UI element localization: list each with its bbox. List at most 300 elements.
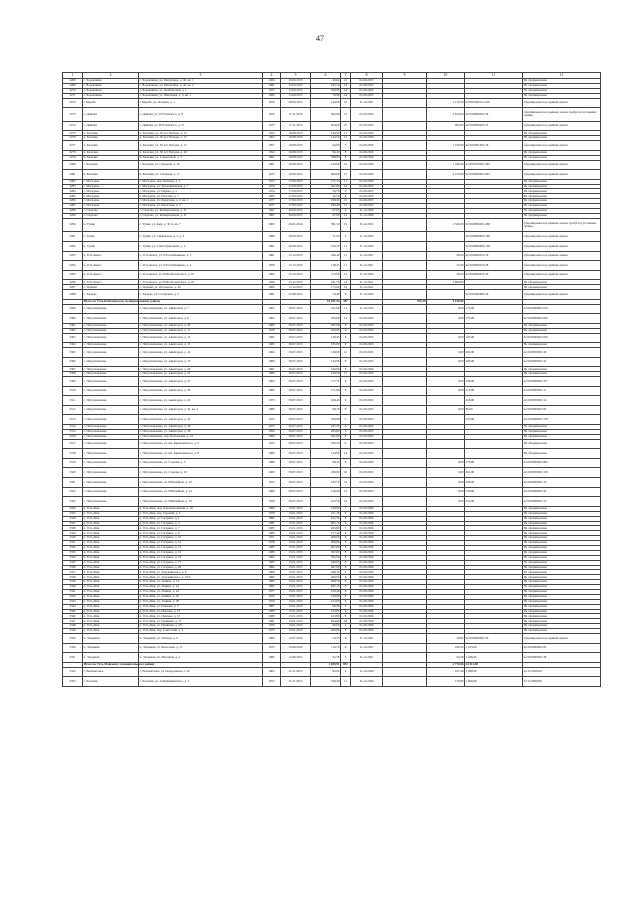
table-cell: 01.09.2025: [351, 93, 383, 98]
table-cell: п. Усть-Мая: [83, 506, 139, 511]
table-cell: Сформирован под единым домом: [523, 251, 601, 261]
table-cell: 01.09.2026: [351, 590, 383, 595]
table-cell: 1972: [263, 478, 281, 488]
table-cell: 42:29:0600013:18: [465, 251, 523, 261]
table-cell: Не сформировано: [523, 434, 601, 439]
table-cell: с. Петропавловка, ул. Авиаторов, д. 20: [139, 323, 263, 328]
table-cell: 1961: [263, 242, 281, 252]
table-cell: 201,60: [311, 434, 341, 439]
table-cell: 408,70: [311, 580, 341, 585]
table-cell: п. Усть-Мая, ул. Ленина, д. 22: [139, 585, 263, 590]
table-cell: 1977: [263, 204, 281, 209]
table-cell: 1979: [263, 599, 281, 604]
table-row: [63, 405, 601, 415]
table-cell: 3277: [63, 141, 83, 151]
table-cell: 3289: [63, 213, 83, 218]
table-cell: 410,40: [311, 590, 341, 595]
table-cell: 187,20: [311, 425, 341, 430]
table-cell: 198,39: [311, 199, 341, 204]
table-cell: 31.12.2020: [351, 213, 383, 218]
table-cell: 8: [341, 290, 351, 300]
table-cell: 15.01.2015: [281, 536, 311, 541]
table-cell: Не сформировано: [523, 150, 601, 155]
table-cell: п. Эльдикан, ул. Победы, д. 6: [139, 634, 263, 644]
table-cell: 410,00: [311, 594, 341, 599]
table-cell: 96,40: [311, 150, 341, 155]
table-cell: 2 013,00: [427, 108, 465, 122]
table-cell: 1984: [263, 357, 281, 367]
table-cell: 3269: [63, 83, 83, 88]
table-cell: п. Усть-Кокса: [83, 270, 139, 280]
table-cell: 17.11.2016: [281, 108, 311, 122]
table-cell: 237,00: [465, 415, 523, 425]
table-cell: 296,40: [311, 204, 341, 209]
table-cell: 395,49: [383, 299, 427, 304]
table-cell: 191,69: [311, 304, 341, 314]
table-cell: 01.09.2026: [351, 506, 383, 511]
table-cell: с. Верхнетанск: [83, 667, 139, 677]
table-cell: 9: [341, 328, 351, 333]
table-cell: Не сформировано: [523, 189, 601, 194]
table-cell: 407,10: [311, 585, 341, 590]
table-cell: 124,00: [311, 449, 341, 459]
table-cell: 3313: [63, 415, 83, 425]
table-cell: 30.09.2015: [281, 209, 311, 214]
table-cell: 42:29:0900001:843: [465, 170, 523, 180]
table-cell: п. Усть-Мая: [83, 619, 139, 624]
table-cell: с. Магадань: [83, 189, 139, 194]
table-cell: 1950: [263, 497, 281, 507]
table-cell: 8: [341, 377, 351, 387]
table-cell: 42:29:0000001:477: [523, 377, 601, 387]
table-cell: 3319: [63, 458, 83, 468]
table-cell: 25,00: [427, 261, 465, 271]
table-cell: Сформирован под единым домом: [523, 242, 601, 252]
table-cell: п. Эльдикан: [83, 643, 139, 653]
table-cell: 31.12.2020: [351, 270, 383, 280]
table-cell: п. Усть-Мая: [83, 614, 139, 619]
table-cell: п. Усть-Мая: [83, 599, 139, 604]
table-cell: 12: [341, 79, 351, 84]
table-cell: 3311: [63, 396, 83, 406]
table-cell: п. Усть-Мая: [83, 590, 139, 595]
table-cell: 11: [341, 179, 351, 184]
table-cell: 1969: [263, 634, 281, 644]
table-cell: 1975: [263, 629, 281, 634]
table-cell: 1971: [263, 536, 281, 541]
table-cell: 1957: [263, 141, 281, 151]
table-cell: 3316: [63, 434, 83, 439]
table-cell: 01.09.2026: [351, 599, 383, 604]
table-cell: 16: [341, 497, 351, 507]
table-cell: 1 480,00: [465, 667, 523, 677]
table-cell: 1963: [263, 468, 281, 478]
table-cell: Не сформировано: [523, 570, 601, 575]
table-cell: п. Калачик: [83, 155, 139, 160]
table-cell: с. Калачик: [83, 160, 139, 170]
table-cell: п. Усть-Мая, ул. Ленина, д. 26: [139, 594, 263, 599]
table-cell: Не сформировано: [523, 155, 601, 160]
table-cell: 3285: [63, 194, 83, 199]
table-cell: 11: [341, 261, 351, 271]
table-cell: 01.09.2026: [351, 560, 383, 565]
table-cell: 0,00: [427, 458, 465, 468]
table-cell: Не сформировано: [523, 194, 601, 199]
table-cell: [383, 497, 427, 507]
table-cell: 8: [341, 357, 351, 367]
table-cell: 183,14: [311, 83, 341, 88]
column-number-header: 1: [63, 73, 83, 79]
table-cell: 15.01.2015: [281, 614, 311, 619]
table-cell: 3287: [63, 204, 83, 209]
table-cell: 15.01.2015: [281, 624, 311, 629]
table-cell: п. Эльдикан: [83, 653, 139, 663]
table-cell: п. Калачик, ул. 30 лет Победы, д. 14: [139, 131, 263, 136]
table-cell: 31.12.2021: [351, 643, 383, 653]
table-cell: 01.09.2025: [351, 343, 383, 348]
table-cell: п. Усть-Мая, ул. Пушкина, д. 25: [139, 624, 263, 629]
table-cell: 3276: [63, 136, 83, 141]
table-row: [63, 348, 601, 358]
table-cell: 150,00: [465, 487, 523, 497]
table-cell: 86,00: [465, 405, 523, 415]
table-cell: 1963: [263, 377, 281, 387]
table-cell: 1984: [263, 79, 281, 84]
table-cell: 471,30: [311, 511, 341, 516]
table-cell: 7: [341, 526, 351, 531]
table-cell: Не сформировано: [523, 367, 601, 372]
table-cell: Не сформировано: [523, 285, 601, 290]
table-cell: 17.09.2015: [281, 204, 311, 209]
table-cell: 01.09.2025: [351, 194, 383, 199]
table-cell: п. Усть-Мая, ул. Гагарина, д. 17: [139, 560, 263, 565]
table-cell: 3344: [63, 604, 83, 609]
table-cell: п. Усть-Мая, ул. Гагарина, д. 12: [139, 541, 263, 546]
table-cell: п. Усть-Мая: [83, 580, 139, 585]
table-cell: 3336: [63, 565, 83, 570]
table-cell: 31.12.2023: [351, 290, 383, 300]
table-cell: 1952: [263, 150, 281, 155]
table-cell: 12: [341, 270, 351, 280]
table-cell: 01.09.2025: [351, 184, 383, 189]
table-cell: 3279: [63, 155, 83, 160]
table-cell: с. Петропавловка, ул. Авиаторов, д. 39: [139, 429, 263, 434]
table-cell: 15.01.2015: [281, 585, 311, 590]
table-cell: п. Усть-Мая, ул. Дзержинского, д. 6: [139, 570, 263, 575]
table-cell: п. Усть-Мая: [83, 516, 139, 521]
table-cell: 42:29:0000001:83: [523, 643, 601, 653]
table-cell: Не сформировано: [523, 131, 601, 136]
table-cell: 30.07.2013: [281, 429, 311, 434]
table-cell: 01.09.2025: [351, 314, 383, 324]
table-cell: 8: [341, 580, 351, 585]
table-cell: 963,00: [427, 121, 465, 131]
table-cell: 14: [341, 93, 351, 98]
table-cell: с. Петропавловка: [83, 425, 139, 430]
table-cell: 01.09.2025: [351, 386, 383, 396]
table-cell: с. Петропавловка, пер. Болтанская, д. 14: [139, 434, 263, 439]
table-cell: 3345: [63, 609, 83, 614]
table-cell: 1986: [263, 405, 281, 415]
table-cell: п. Усть-Мая: [83, 570, 139, 575]
table-cell: 1983: [263, 609, 281, 614]
table-cell: 30.07.2013: [281, 405, 311, 415]
table-cell: 4: [341, 232, 351, 242]
table-cell: Не сформировано: [523, 199, 601, 204]
table-cell: [383, 170, 427, 180]
table-cell: 188,80: [311, 155, 341, 160]
table-cell: 27: [341, 121, 351, 131]
table-cell: 1954: [263, 131, 281, 136]
table-cell: 341,00: [465, 497, 523, 507]
table-cell: 42:29:0000001:178: [523, 415, 601, 425]
table-cell: с. Петропавловка: [83, 348, 139, 358]
table-cell: 2 153,00: [427, 170, 465, 180]
table-cell: 1962: [263, 270, 281, 280]
table-cell: 30.07.2013: [281, 386, 311, 396]
table-cell: 410,60: [311, 160, 341, 170]
table-cell: 01.09.2026: [351, 367, 383, 372]
column-number-header: 8: [351, 73, 383, 79]
table-cell: с. Петропавловка, ул. Авиаторов, д. 14: [139, 348, 263, 358]
table-row: [63, 160, 601, 170]
table-cell: 440,00: [311, 560, 341, 565]
table-cell: Не сформировано: [523, 328, 601, 333]
table-cell: г. Барыбь: [83, 98, 139, 108]
table-cell: п. Усть-Мая: [83, 609, 139, 614]
table-cell: с. Сиделка, ул. Коммунальная, д. 31: [139, 209, 263, 214]
table-cell: 1 179,00: [427, 98, 465, 108]
table-cell: 16: [341, 160, 351, 170]
table-cell: [427, 232, 465, 242]
table-cell: Не сформировано: [523, 516, 601, 521]
table-cell: 1983: [263, 585, 281, 590]
table-cell: 1976: [263, 594, 281, 599]
table-cell: 42:29:0600013:28: [465, 261, 523, 271]
table-cell: с. Боровлянка: [83, 88, 139, 93]
table-cell: [383, 242, 427, 252]
table-cell: 68,10: [311, 405, 341, 415]
table-cell: 1989: [263, 372, 281, 377]
table-cell: 181,60: [311, 323, 341, 328]
table-cell: с. Сиделка, ул. Коммунальная, д. 31: [139, 213, 263, 218]
table-cell: 3356: [63, 643, 83, 653]
table-cell: 8: [341, 155, 351, 160]
table-cell: Не сформировано: [523, 343, 601, 348]
table-cell: 1985: [263, 386, 281, 396]
table-cell: 3272: [63, 98, 83, 108]
table-cell: 42:29:0800002:158: [465, 242, 523, 252]
table-cell: 171,80: [311, 386, 341, 396]
table-cell: 42:29:0000001:83: [523, 405, 601, 415]
table-cell: 1 520,00: [427, 218, 465, 232]
register-table-container: [62, 72, 600, 687]
table-cell: 01.09.2025: [351, 425, 383, 430]
table-cell: 176,00: [465, 458, 523, 468]
table-cell: 19.08.2015: [281, 131, 311, 136]
table-cell: с. Петропавловка: [83, 333, 139, 343]
table-cell: 9: [341, 570, 351, 575]
table-cell: Не сформировано: [523, 555, 601, 560]
table-cell: п. Калачик: [83, 131, 139, 136]
table-cell: с. Петропавловка: [83, 328, 139, 333]
table-row: [63, 170, 601, 180]
table-cell: Не сформировано: [523, 521, 601, 526]
table-cell: 0,00: [427, 357, 465, 367]
table-cell: 30.07.2013: [281, 449, 311, 459]
table-cell: 42:29:0600013:30: [465, 270, 523, 280]
table-cell: 30.07.2013: [281, 434, 311, 439]
table-cell: 19.08.2015: [281, 155, 311, 160]
table-cell: 3291: [63, 232, 83, 242]
table-cell: Не сформировано: [523, 614, 601, 619]
table-cell: 128,00: [311, 348, 341, 358]
table-cell: 1969: [263, 285, 281, 290]
table-cell: 31.12.2021: [351, 285, 383, 290]
table-cell: 40,64: [311, 79, 341, 84]
table-cell: 42:29:0000001:615: [523, 304, 601, 314]
table-cell: 15.09.2015: [281, 79, 311, 84]
table-cell: 94,28: [427, 653, 465, 663]
table-cell: 30.07.2013: [281, 478, 311, 488]
table-cell: с. Петропавловка, ул. Юбилейная, д. 10: [139, 478, 263, 488]
table-cell: 3315: [63, 429, 83, 434]
table-row: [63, 449, 601, 459]
table-cell: 01.09.2026: [351, 624, 383, 629]
table-cell: с. Боровлянка, ул. Магдалина, д. 4б, кв. 1: [139, 79, 263, 84]
table-row: [63, 108, 601, 122]
table-cell: 180,00: [465, 478, 523, 488]
table-cell: 1983: [263, 580, 281, 585]
table-cell: с. Тупик, ул. Сивковская, д. 2, д. 2: [139, 232, 263, 242]
table-cell: с. Калачик, ул. Суворова, д. 29: [139, 160, 263, 170]
table-cell: 15.01.2015: [281, 570, 311, 575]
table-cell: 15.01.2015: [281, 619, 311, 624]
table-cell: [383, 261, 427, 271]
table-row: [63, 251, 601, 261]
table-cell: с. Усть-Кокса, ул. П.П.Олейникова, д. 3: [139, 251, 263, 261]
table-cell: Не сформировано: [523, 184, 601, 189]
table-row: [63, 643, 601, 653]
table-cell: 3300: [63, 314, 83, 324]
table-cell: 2 770,86: [427, 662, 465, 667]
table-cell: 01.09.2025: [351, 468, 383, 478]
table-cell: п. Усть-Мая: [83, 531, 139, 536]
table-cell: 15.01.2015: [281, 629, 311, 634]
table-cell: 1980: [263, 614, 281, 619]
table-cell: Не сформировано: [523, 323, 601, 328]
table-cell: 1982: [263, 653, 281, 663]
table-cell: 17.09.2015: [281, 189, 311, 194]
table-row: [63, 121, 601, 131]
table-cell: 3297: [63, 285, 83, 290]
table-cell: 42:29:0000001:12: [523, 497, 601, 507]
table-cell: 1986: [263, 458, 281, 468]
table-cell: 18: [341, 619, 351, 624]
table-cell: п. Усть-Мая, ул. Ленина, д. 24: [139, 590, 263, 595]
table-cell: 0,00: [427, 405, 465, 415]
table-cell: 170,00: [465, 314, 523, 324]
table-cell: 01.09.2025: [351, 328, 383, 333]
table-row: [63, 218, 601, 232]
table-cell: 01.09.2026: [351, 545, 383, 550]
table-cell: 199,00: [465, 377, 523, 387]
table-cell: Не сформировано: [523, 526, 601, 531]
table-cell: 01.09.2026: [351, 155, 383, 160]
table-cell: 1968: [263, 570, 281, 575]
table-cell: Не сформировано: [523, 575, 601, 580]
table-cell: с. Петропавловка: [83, 323, 139, 328]
table-cell: 1 100,00: [427, 141, 465, 151]
table-cell: 3331: [63, 541, 83, 546]
table-cell: 8: [341, 560, 351, 565]
table-cell: 12.06.2011: [281, 653, 311, 663]
table-cell: 17: [341, 108, 351, 122]
table-cell: [383, 98, 427, 108]
table-cell: 01.09.2025: [351, 189, 383, 194]
table-cell: 3337: [63, 570, 83, 575]
table-cell: Не сформировано: [523, 280, 601, 285]
table-cell: 3341: [63, 590, 83, 595]
table-cell: 90,00: [311, 624, 341, 629]
table-row: [63, 386, 601, 396]
table-cell: 3330: [63, 536, 83, 541]
table-cell: 3305: [63, 348, 83, 358]
table-cell: 1984: [263, 434, 281, 439]
table-cell: 8: [341, 516, 351, 521]
table-cell: Сформирован под единым домом: [523, 290, 601, 300]
table-cell: с. Усть-Кокса, ул. Н.Ф.Оболенского, д. 10: [139, 270, 263, 280]
table-cell: 1961: [263, 160, 281, 170]
table-cell: 17.09.2015: [281, 199, 311, 204]
table-cell: 1978: [263, 328, 281, 333]
table-cell: 150,10: [311, 242, 341, 252]
table-cell: 15.01.2015: [281, 580, 311, 585]
table-cell: 15.01.2015: [281, 506, 311, 511]
column-number-header: 12: [523, 73, 601, 79]
table-cell: 21.08.2015: [281, 290, 311, 300]
table-cell: 3273: [63, 108, 83, 122]
table-cell: 01.09.2026: [351, 511, 383, 516]
table-cell: Сформирован под единым домом, требуется уточнение границ: [523, 218, 601, 232]
table-cell: 8: [341, 434, 351, 439]
table-cell: 19.08.2015: [281, 160, 311, 170]
table-cell: 30.09.2015: [281, 213, 311, 218]
table-cell: Итого по Усть-Майскому муниципальному району: [83, 662, 155, 667]
table-cell: 9: [341, 511, 351, 516]
table-cell: 15.12.2015: [281, 280, 311, 285]
table-cell: 32,50: [311, 194, 341, 199]
column-number-header: 7: [341, 73, 351, 79]
table-cell: п. Усть-Мая, ул. Ленина, д. 28: [139, 599, 263, 604]
table-cell: Не сформировано: [523, 560, 601, 565]
table-cell: Не сформировано: [523, 506, 601, 511]
table-cell: с. Боровлянка, ул. Октябрьская, д. 1: [139, 88, 263, 93]
table-cell: [427, 242, 465, 252]
table-cell: 452,24: [311, 516, 341, 521]
table-cell: Не сформировано: [523, 550, 601, 555]
table-cell: с. Боровлянка, ул. Школьная, д. 3, кв. 1: [139, 93, 263, 98]
table-cell: с. Петропавловка, ул. им. Крымчевского, д. 6: [139, 439, 263, 449]
table-cell: [383, 458, 427, 468]
table-cell: п. Усть-Мая, ул. Пушкина, д. 17: [139, 619, 263, 624]
table-cell: 30.07.2013: [281, 304, 311, 314]
table-row: [63, 653, 601, 663]
table-cell: п. Эльдикан, ул. Нагорная, д. 2: [139, 653, 263, 663]
table-cell: с. Петропавловка: [83, 304, 139, 314]
table-cell: Не сформировано: [523, 429, 601, 434]
table-cell: Не сформировано: [523, 439, 601, 449]
